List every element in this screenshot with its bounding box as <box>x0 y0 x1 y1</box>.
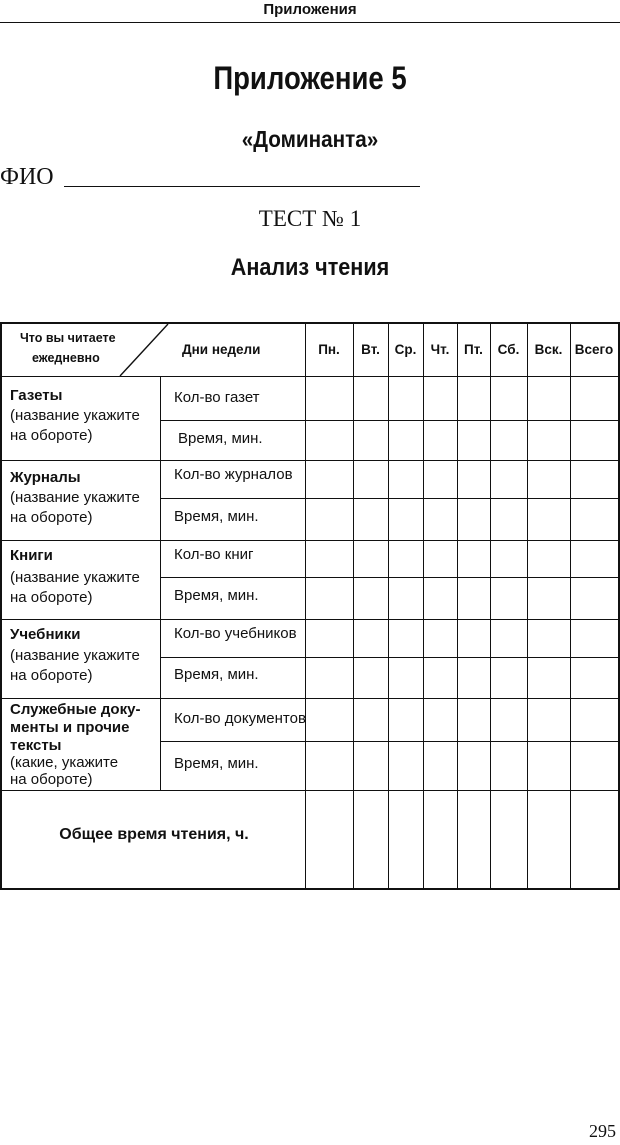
total-reading-time-label: Общее время чтения, ч. <box>59 826 249 843</box>
metric-newspapers-time: Время, мин. <box>178 430 263 447</box>
day-header-tue: Вт. <box>361 342 380 357</box>
column-divider <box>305 324 306 890</box>
category-textbooks-name: Учебники <box>10 626 81 643</box>
section-title: Анализ чтения <box>230 254 390 281</box>
category-textbooks-note: (название укажите <box>10 647 140 664</box>
metric-books-count: Кол-во книг <box>174 546 254 563</box>
column-divider <box>353 324 354 890</box>
metric-documents-count: Кол-во документов <box>174 710 306 727</box>
running-head: Приложения <box>263 1 357 18</box>
metric-textbooks-time: Время, мин. <box>174 666 259 683</box>
category-books-name: Книги <box>10 547 53 564</box>
metric-magazines-time: Время, мин. <box>174 508 259 525</box>
category-documents-name: менты и прочие <box>10 719 130 736</box>
metric-books-time: Время, мин. <box>174 587 259 604</box>
column-divider <box>490 324 491 890</box>
corner-header-right: Дни недели <box>182 342 261 357</box>
metric-textbooks-count: Кол-во учебников <box>174 625 297 642</box>
row-divider <box>160 420 618 421</box>
row-divider <box>160 498 618 499</box>
day-header-mon: Пн. <box>318 342 340 357</box>
fio-label: ФИО <box>0 164 54 190</box>
metric-documents-time: Время, мин. <box>174 755 259 772</box>
row-divider <box>2 790 618 791</box>
test-number: ТЕСТ № 1 <box>258 206 362 231</box>
day-header-total: Всего <box>574 342 614 357</box>
row-divider <box>2 698 618 699</box>
header-rule <box>0 22 620 23</box>
category-newspapers-note: на обороте) <box>10 427 93 444</box>
category-magazines-note: (название укажите <box>10 489 140 506</box>
corner-header-left-line2: ежедневно <box>32 351 100 365</box>
row-divider <box>2 540 618 541</box>
metric-newspapers-count: Кол-во газет <box>174 389 260 406</box>
category-documents-note: (какие, укажите <box>10 754 119 771</box>
row-divider <box>2 460 618 461</box>
category-magazines-note: на обороте) <box>10 509 93 526</box>
column-divider <box>160 376 161 790</box>
category-newspapers-name: Газеты <box>10 387 63 404</box>
column-divider <box>457 324 458 890</box>
day-header-wed: Ср. <box>394 342 417 357</box>
category-documents-name: тексты <box>10 737 62 754</box>
day-header-sat: Сб. <box>497 342 520 357</box>
form-subtitle: «Доминанта» <box>241 126 379 152</box>
category-books-note: на обороте) <box>10 589 93 606</box>
row-divider <box>2 376 618 377</box>
category-magazines-name: Журналы <box>10 469 81 486</box>
row-divider <box>160 657 618 658</box>
category-newspapers-note: (название укажите <box>10 407 140 424</box>
column-divider <box>423 324 424 890</box>
category-documents-name: Служебные доку- <box>10 701 141 718</box>
reading-analysis-table <box>0 322 620 890</box>
fio-input-line[interactable] <box>64 186 420 187</box>
page-number: 295 <box>589 1121 616 1141</box>
day-header-thu: Чт. <box>430 342 450 357</box>
category-textbooks-note: на обороте) <box>10 667 93 684</box>
row-divider <box>160 741 618 742</box>
day-header-fri: Пт. <box>464 342 483 357</box>
row-divider <box>160 577 618 578</box>
row-divider <box>2 619 618 620</box>
column-divider <box>527 324 528 890</box>
metric-magazines-count: Кол-во журналов <box>174 466 293 483</box>
day-header-sun: Вск. <box>534 342 563 357</box>
corner-header-left-line1: Что вы читаете <box>20 331 116 345</box>
category-documents-note: на обороте) <box>10 771 93 788</box>
column-divider <box>570 324 571 890</box>
appendix-title: Приложение 5 <box>213 60 407 96</box>
column-divider <box>388 324 389 890</box>
category-books-note: (название укажите <box>10 569 140 586</box>
